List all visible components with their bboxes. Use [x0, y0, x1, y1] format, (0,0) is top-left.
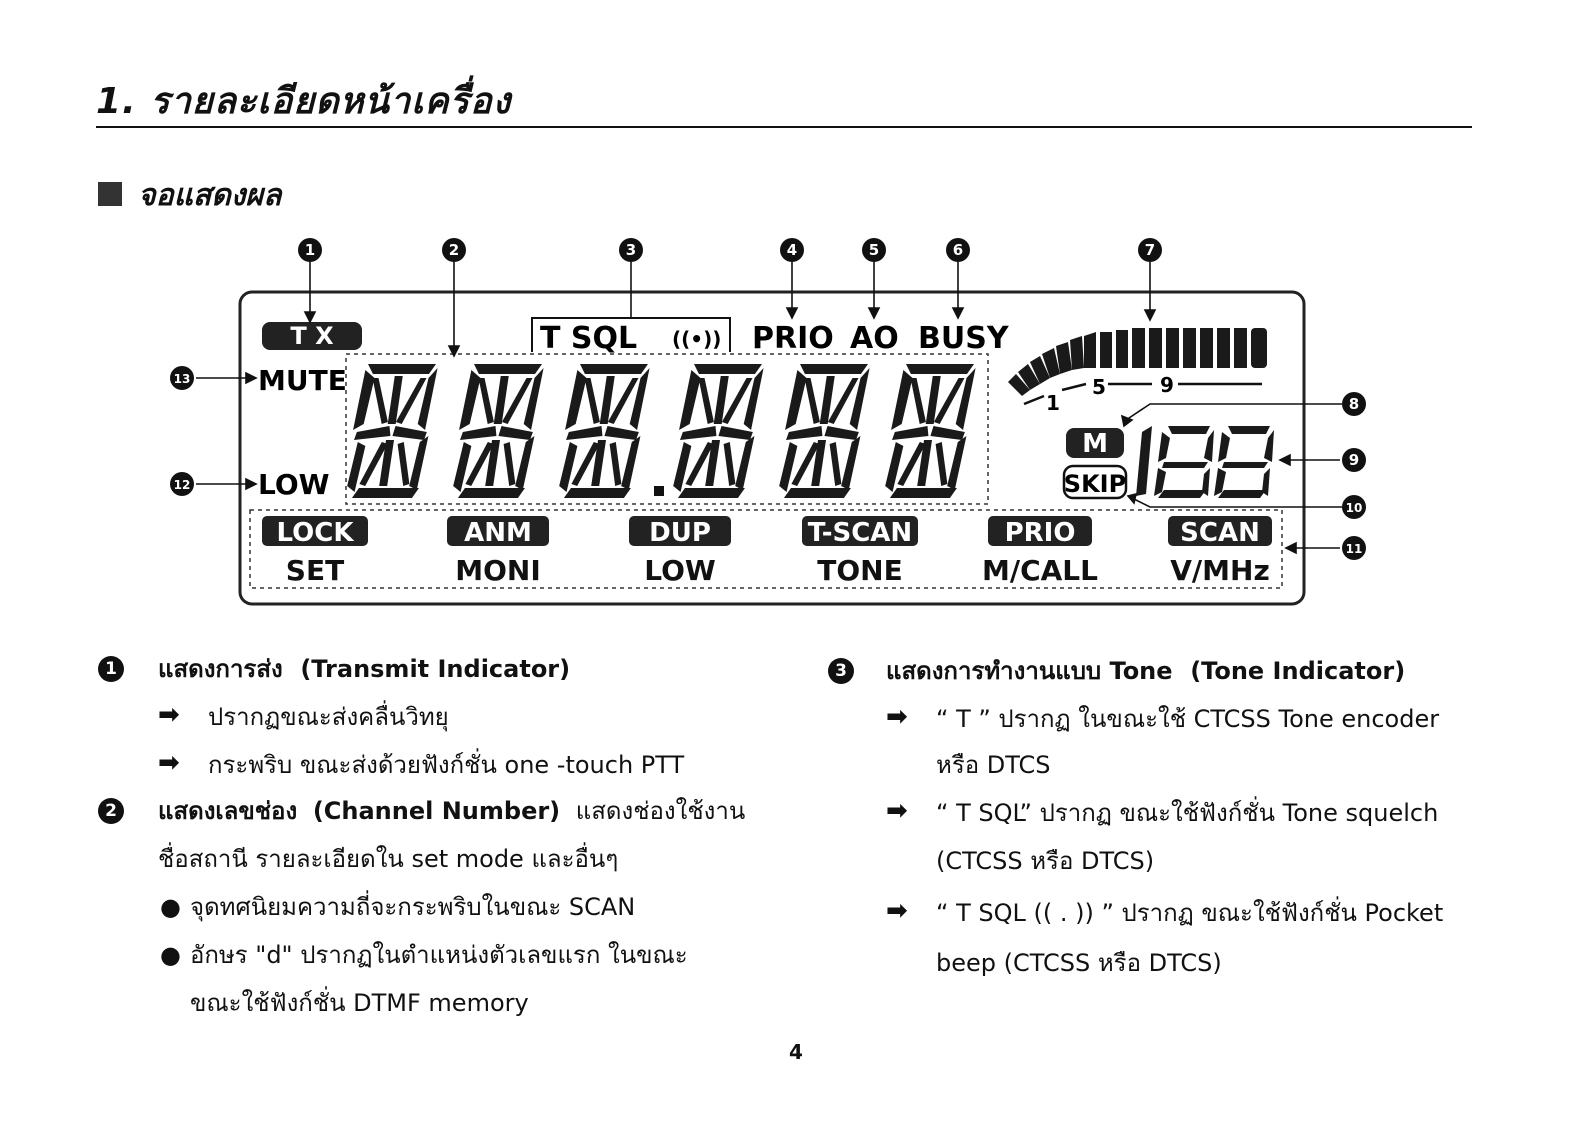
arrow-right-icon: ➡ [158, 700, 180, 730]
decimal-point [654, 486, 664, 496]
ao-text: AO [850, 321, 899, 356]
item3-line-3: “ T SQL” ปรากฏ ขณะใช้ฟังก์ชั่น Tone squelch [936, 799, 1439, 827]
callout-11-number: 11 [1345, 542, 1363, 556]
callout-13-number: 13 [173, 372, 191, 386]
lcd-label-5-top: PRIO [1004, 518, 1076, 548]
lcd-label-4-top: T-SCAN [807, 518, 913, 548]
s-meter [1008, 328, 1267, 396]
callout-2-number: 2 [448, 241, 460, 259]
lcd-label-6-bottom: V/MHz [1170, 554, 1270, 587]
callout-3-number: 3 [625, 241, 637, 259]
callout-5-number: 5 [868, 241, 880, 259]
main-digit-3 [558, 364, 650, 498]
item1-heading [158, 654, 570, 684]
prio-top-text: PRIO [752, 321, 834, 356]
channel-digits [1136, 426, 1274, 498]
item3-number-badge: 3 [828, 658, 854, 684]
bullet-icon: ● [160, 941, 181, 969]
callout-12-number: 12 [173, 478, 191, 492]
callout-7-number: 7 [1144, 241, 1156, 259]
item2-head-tail: แสดงช่องใช้งาน [575, 797, 746, 825]
low-left-text: LOW [258, 468, 330, 501]
callout-6-number: 6 [952, 241, 964, 259]
s-meter-mark-1: 1 [1046, 391, 1060, 415]
main-digit-6 [884, 364, 976, 498]
pocket-beep-icon: ((•)) [672, 327, 722, 351]
s-meter-mark-5: 5 [1092, 375, 1106, 399]
lcd-label-2-bottom: MONI [455, 554, 541, 587]
page-number: 4 [789, 1040, 803, 1064]
item3-line-5: “ T SQL (( . )) ” ปรากฏ ขณะใช้ฟังก์ชั่น Pocket [936, 899, 1444, 927]
button-area-dotted [250, 510, 1282, 588]
tsql-text: T SQL [540, 321, 638, 356]
main-digit-2 [452, 364, 544, 498]
skip-badge-text: SKIP [1063, 470, 1127, 498]
item1-line-1: ปรากฏขณะส่งคลื่นวิทยุ [208, 703, 449, 731]
arrow-right-icon: ➡ [886, 896, 908, 926]
lcd-label-3-bottom: LOW [644, 554, 716, 587]
callout-1-number: 1 [304, 241, 316, 259]
callout-4-number: 4 [786, 241, 798, 259]
item2-last-line: ขณะใช้ฟังก์ชั่น DTMF memory [190, 989, 529, 1017]
item1-line-2: กระพริบ ขณะส่งด้วยฟังก์ชั่น one -touch PTT [208, 751, 685, 779]
lcd-label-5-bottom: M/CALL [982, 554, 1098, 587]
lcd-buttons [262, 516, 1272, 587]
tx-text: T X [290, 322, 334, 350]
channel-digit-1 [1136, 426, 1152, 496]
s-meter-mark-9: 9 [1160, 373, 1174, 397]
item3-head-th: แสดงการทำงานแบบ Tone [886, 657, 1173, 685]
bullet-icon: ● [160, 893, 181, 921]
arrow-right-icon: ➡ [886, 702, 908, 732]
item2-number-badge: 2 [98, 798, 124, 824]
lcd-label-1-bottom: SET [285, 554, 345, 587]
main-digits [346, 364, 976, 498]
item2-line-2: ชื่อสถานี รายละเอียดใน set mode และอื่นๆ [158, 845, 619, 873]
item2-heading [158, 796, 745, 826]
mute-text: MUTE [258, 364, 347, 397]
item3-heading [886, 656, 1405, 686]
channel-digit-2 [1154, 426, 1214, 498]
item2-head-en: (Channel Number) [312, 797, 561, 825]
section-title: จอแสดงผล [138, 178, 282, 213]
item1-number-badge: 1 [98, 656, 124, 682]
item2-bullet-2: อักษร "d" ปรากฏในตำแหน่งตัวเลขแรก ในขณะ [190, 941, 688, 969]
channel-digit-3 [1214, 426, 1274, 498]
item1-head-en: (Transmit Indicator) [300, 655, 571, 683]
lcd-label-4-bottom: TONE [817, 554, 903, 587]
arrow-right-icon: ➡ [886, 796, 908, 826]
item2-head-th: แสดงเลขช่อง [158, 797, 298, 825]
m-badge-text: M [1082, 429, 1108, 459]
item3-line-4: (CTCSS หรือ DTCS) [936, 847, 1155, 875]
main-digit-4 [672, 364, 764, 498]
busy-text: BUSY [918, 321, 1009, 356]
lcd-label-6-top: SCAN [1180, 518, 1260, 548]
main-digit-1 [346, 364, 438, 498]
lcd-label-1-top: LOCK [276, 518, 354, 548]
item3-line-6: beep (CTCSS หรือ DTCS) [936, 949, 1222, 977]
main-digit-5 [778, 364, 870, 498]
callout-8-number: 8 [1348, 395, 1360, 413]
callouts [170, 238, 1366, 560]
page-title: 1. รายละเอียดหน้าเครื่อง [96, 81, 512, 122]
item1-head-th: แสดงการส่ง [158, 655, 283, 683]
item3-head-en: (Tone Indicator) [1190, 657, 1406, 685]
item2-bullet-1: จุดทศนิยมความถี่จะกระพริบในขณะ SCAN [190, 893, 636, 921]
callout-10-number: 10 [1345, 501, 1363, 515]
lcd-label-2-top: ANM [464, 518, 532, 548]
item3-line-2: หรือ DTCS [936, 751, 1051, 779]
arrow-right-icon: ➡ [158, 748, 180, 778]
lcd-label-3-top: DUP [649, 518, 711, 548]
callout-9-number: 9 [1348, 451, 1360, 469]
item3-line-1: “ T ” ปรากฏ ในขณะใช้ CTCSS Tone encoder [936, 705, 1440, 733]
